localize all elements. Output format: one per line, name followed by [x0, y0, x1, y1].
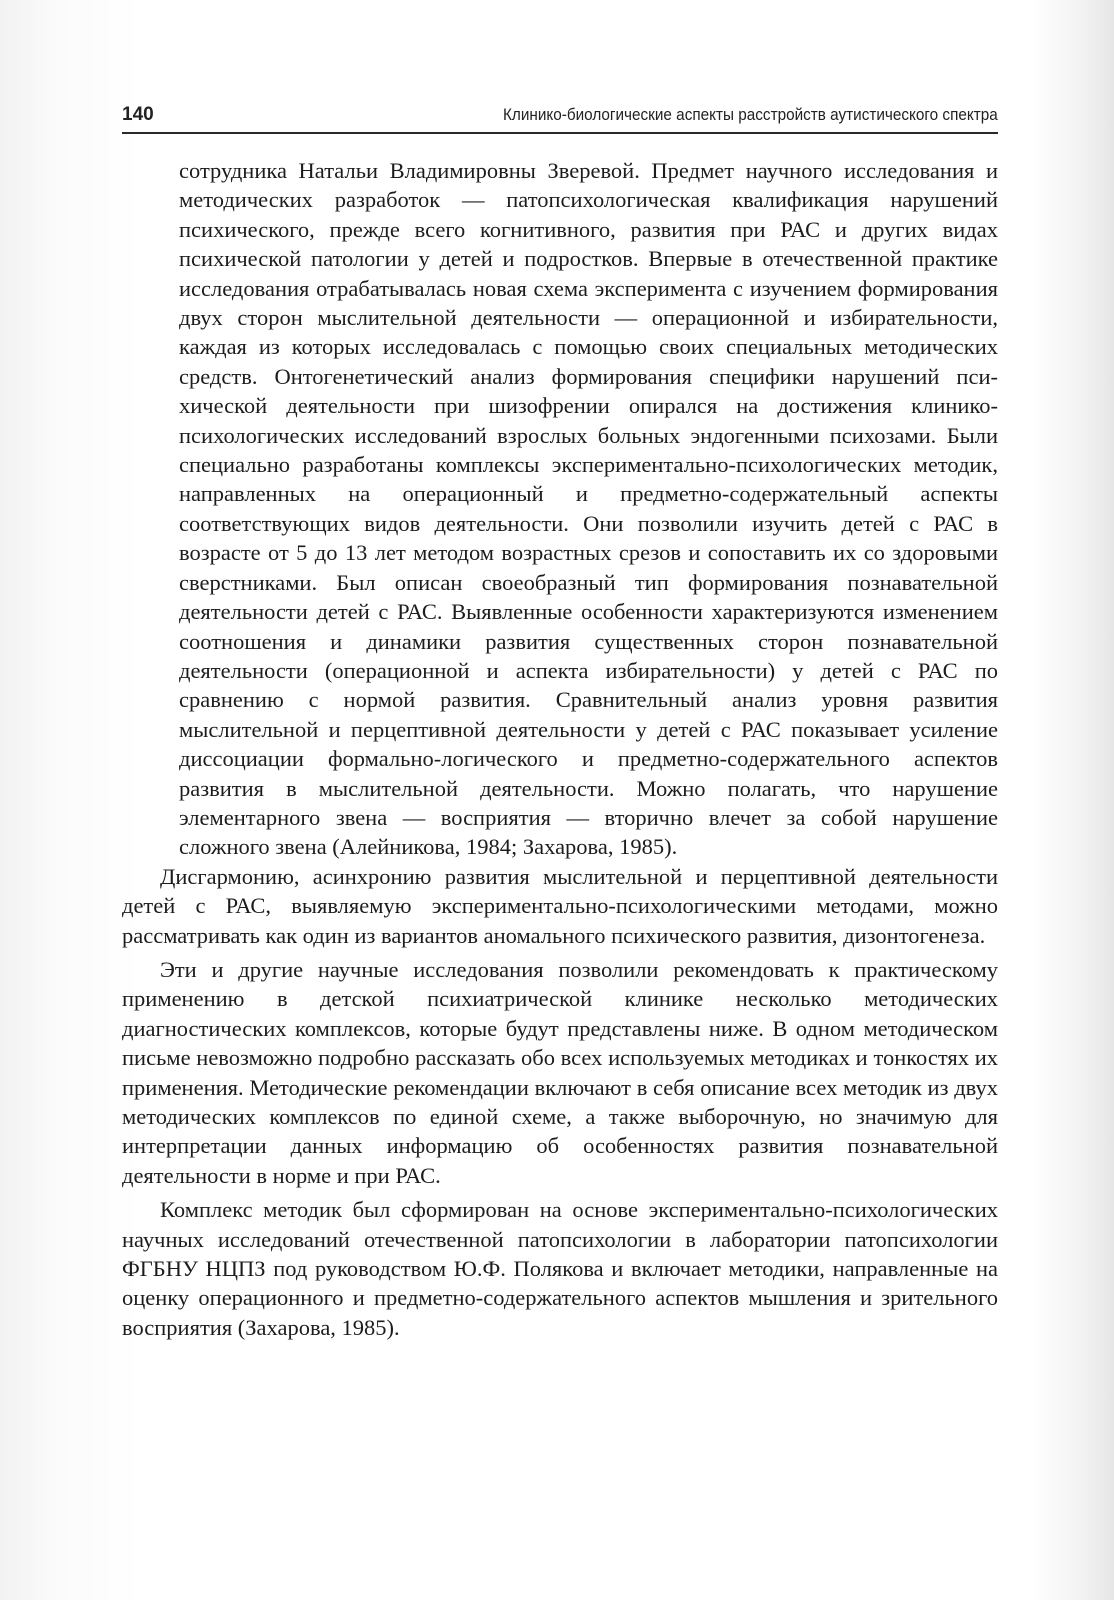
page-number: 140: [122, 104, 154, 125]
paragraph-research-recommendations: Эти и другие научные исследования позволили рекомендовать к практическому применению в детской психиатрической клинике несколько методических диагностических комплексов, которые будут представлены ниже. В одном методическом письме невозможно подробно рассказать обо всех используемых методиках и тонкостях их применения. Методические рекомендации включают в себя описание всех методик из двух методических комплексов по единой схеме, а также выборочную, но значимую для интерпретации данных информацию об особенностях развития познавательной деятельности в норме и при РАС.: [122, 956, 998, 1188]
paragraph-methods-complex: Комплекс методик был сформирован на основе экспериментально-психологических научных исследований отечественной патопсихологии в лаборатории патопсихологии ФГБНУ НЦПЗ под руководством Ю.Ф. Полякова и включает методики, направленные на оценку операционного и предметно-содержательного аспектов мышления и зрительного восприятия (Захарова, 1985).: [122, 1197, 998, 1340]
running-title: Клинико-биологические аспекты расстройств аутистического спектра: [503, 105, 998, 124]
body-text: [122, 156, 998, 1342]
paragraph-dysharmony: Дисгармонию, асинхронию развития мыслительной и перцептивной деятельности детей с РАС, выявляемую экспериментально-психологическими методами, можно рассматривать как один из вариантов аномального психического развития, дизонтогенеза.: [122, 863, 998, 948]
indented-paragraph: сотрудника Натальи Владимировны Зверевой. Предмет научного исследования и методических разработок — патопсихологическая квалификация нарушений психического, прежде всего когнитивного, развития при РАС и других видах психической патологии у детей и подростков. Впервые в отечественной практике исследования отрабатывалась новая схема эксперимента с изучением формирования двух сторон мыслительной деятельности — операционной и избирательности, каждая из которых исследовалась с помощью своих специальных методических средств. Онтогенетический анализ формирования специфики нарушений психической деятельности при шизофрении опирался на достижения клинико-психологических исследований взрослых больных эндогенными психозами. Были специально разработаны комплексы экспериментально-психологических методик, направленных на операционный и предметно-содержательный аспекты соответствующих видов деятельности. Они позволили изучить детей с РАС в возрасте от 5 до 13 лет методом возрастных срезов и сопоставить их со здоровыми сверстниками. Был описан своеобразный тип формирования познавательной деятельности детей с РАС. Выявленные особенности характеризуются изменением соотношения и динамики развития существенных сторон познавательной деятельности (операционной и аспекта избирательности) у детей с РАС по сравнению с нормой развития. Сравнительный анализ уровня развития мыслительной и перцептивной деятельности у детей с РАС показывает усиление диссоциации формально-логического и предметно-содержательного аспектов развития в мыслительной деятельности. Можно полагать, что нарушение элементарного звена — восприятия — вторично влечет за собой нарушение сложного звена (Алейникова, 1984; Захарова, 1985).: [179, 158, 998, 860]
page-header: [122, 100, 998, 134]
